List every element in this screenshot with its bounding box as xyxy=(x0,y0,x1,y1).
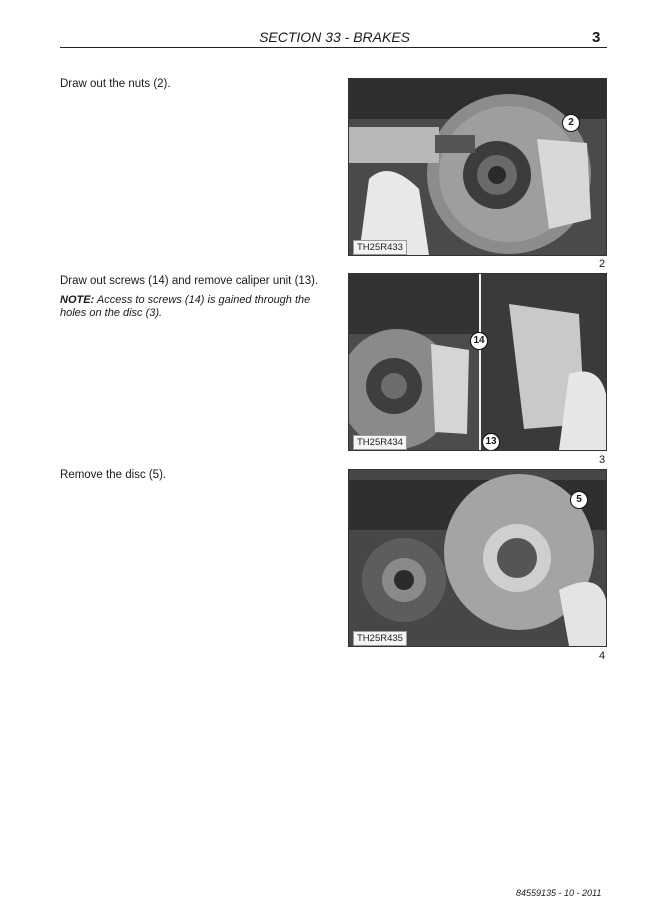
step-3-instruction: Remove the disc (5). xyxy=(60,469,167,481)
figure-4-photo xyxy=(348,469,607,647)
figure-4-number: 4 xyxy=(599,650,606,662)
header-divider xyxy=(60,47,607,48)
note-text: Access to screws (14) is gained through the holes on the disc (3). xyxy=(60,294,311,319)
figure-2-number: 2 xyxy=(599,258,606,270)
callout-13: 13 xyxy=(482,433,500,451)
step-2-instruction: Draw out screws (14) and remove caliper unit (13). xyxy=(60,275,319,287)
figure-3-photo xyxy=(348,273,607,451)
figure-2-illustration xyxy=(349,79,606,255)
figure-3-number: 3 xyxy=(599,454,606,466)
figure-2-ref-label: TH25R433 xyxy=(353,240,407,255)
figure-3-ref-label: TH25R434 xyxy=(353,435,407,450)
document-code: 84559135 - 10 - 2011 xyxy=(516,888,602,898)
step-2-note xyxy=(60,294,330,320)
callout-14: 14 xyxy=(470,332,488,350)
section-title: SECTION 33 - BRAKES xyxy=(259,29,410,45)
figure-2-photo xyxy=(348,78,607,256)
figure-4-illustration xyxy=(349,470,606,646)
figure-3-illustration xyxy=(349,274,606,450)
callout-5: 5 xyxy=(570,491,588,509)
page-number: 3 xyxy=(592,29,601,46)
figure-4-ref-label: TH25R435 xyxy=(353,631,407,646)
callout-2: 2 xyxy=(562,114,580,132)
note-label: NOTE: xyxy=(60,294,95,306)
step-1-instruction: Draw out the nuts (2). xyxy=(60,78,171,90)
